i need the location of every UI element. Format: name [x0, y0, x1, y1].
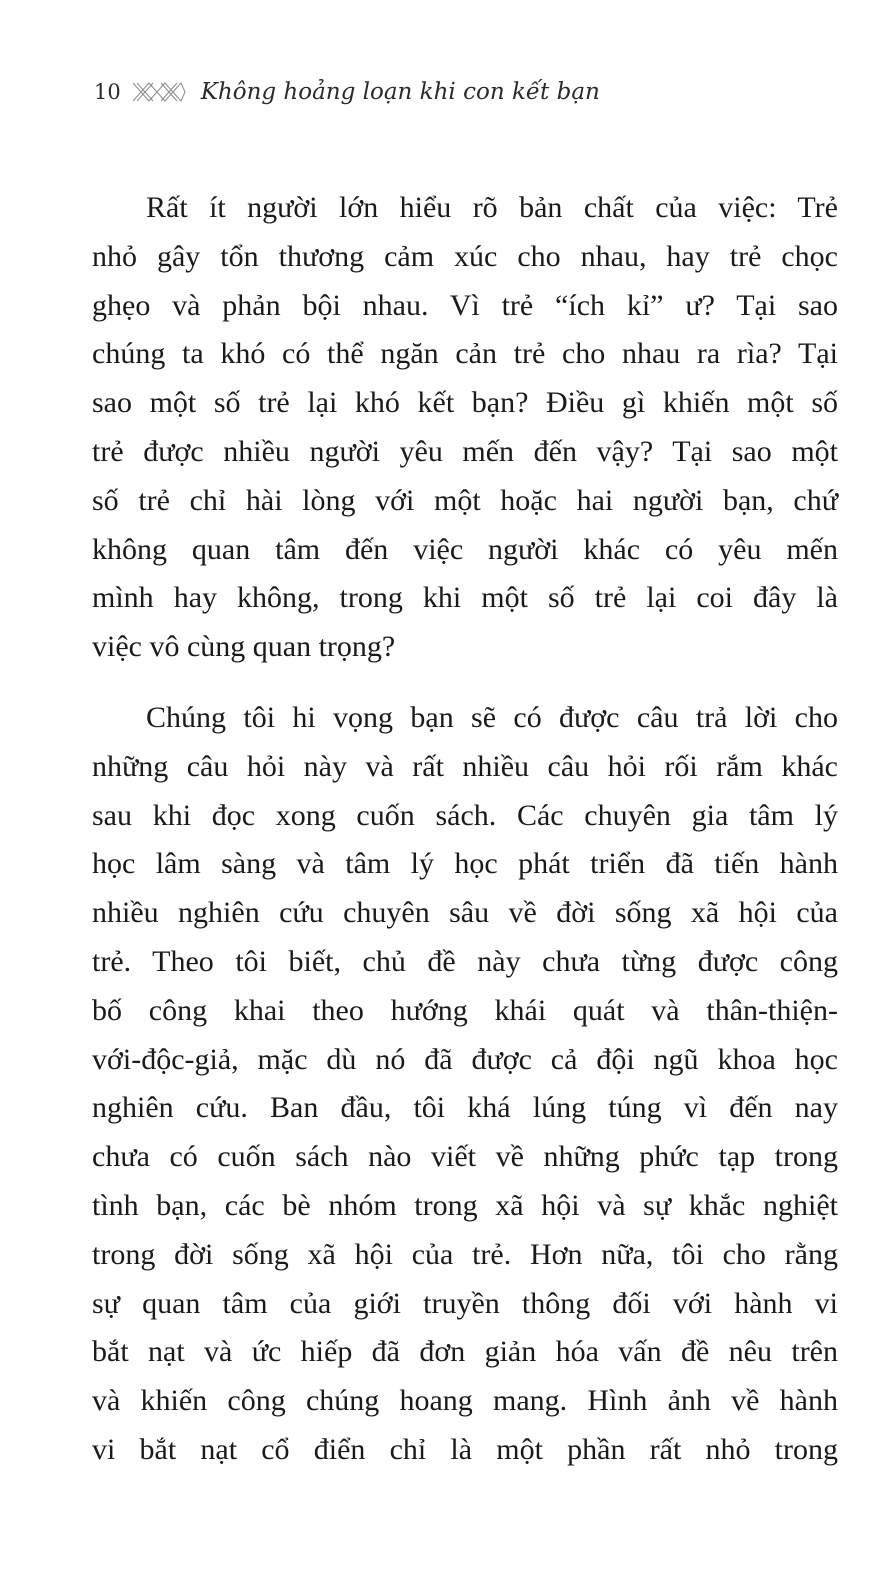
text-line: với-độc-giả, mặc dù nó đã được cả đội ngũ khoa học: [92, 1042, 838, 1076]
text-line: bắt nạt và ức hiếp đã đơn giản hóa vấn đề nêu trên: [92, 1335, 838, 1369]
text-line: số trẻ chỉ hài lòng với một hoặc hai người bạn, chứ: [92, 483, 838, 517]
text-line: sau khi đọc xong cuốn sách. Các chuyên gia tâm lý: [92, 798, 838, 832]
text-line: tình bạn, các bè nhóm trong xã hội và sự khắc nghiệt: [92, 1188, 838, 1222]
text-line: sao một số trẻ lại khó kết bạn? Điều gì khiến một số: [92, 386, 838, 420]
text-line: không quan tâm đến việc người khác có yêu mến: [92, 532, 838, 566]
lattice-ornament-icon: [129, 79, 189, 105]
text-line: trẻ. Theo tôi biết, chủ đề này chưa từng được công: [92, 944, 838, 978]
text-line: mình hay không, trong khi một số trẻ lại coi đây là: [92, 581, 838, 615]
text-line: trẻ được nhiều người yêu mến đến vậy? Tại sao một: [92, 434, 838, 468]
text-line: Chúng tôi hi vọng bạn sẽ có được câu trả lời cho: [146, 700, 838, 734]
text-line: và khiến công chúng hoang mang. Hình ảnh về hành: [92, 1384, 838, 1418]
text-line: sự quan tâm của giới truyền thông đối với hành vi: [92, 1286, 838, 1320]
text-line: bố công khai theo hướng khái quát và thân-thiện-: [92, 993, 838, 1027]
text-line: ghẹo và phản bội nhau. Vì trẻ “ích kỉ” ư? Tại sao: [92, 288, 838, 322]
text-line: học lâm sàng và tâm lý học phát triển đã tiến hành: [92, 847, 838, 881]
page-number: 10: [94, 80, 121, 104]
text-line: chúng ta khó có thể ngăn cản trẻ cho nhau ra rìa? Tại: [92, 337, 838, 371]
text-line: nhiều nghiên cứu chuyên sâu về đời sống xã hội của: [92, 896, 838, 930]
text-line: những câu hỏi này và rất nhiều câu hỏi rối rắm khác: [92, 749, 838, 783]
text-line: nhỏ gây tổn thương cảm xúc cho nhau, hay trẻ chọc: [92, 239, 838, 273]
paragraph-2: [92, 694, 838, 1475]
text-line: trong đời sống xã hội của trẻ. Hơn nữa, tôi cho rằng: [92, 1237, 838, 1271]
text-line: việc vô cùng quan trọng?: [92, 630, 396, 664]
text-line: Rất ít người lớn hiểu rõ bản chất của việc: Trẻ: [146, 191, 838, 224]
running-header: [94, 72, 600, 112]
text-line: vi bắt nạt cổ điển chỉ là một phần rất nhỏ trong: [92, 1432, 838, 1466]
book-title: Không hoảng loạn khi con kết bạn: [200, 79, 600, 105]
paragraph-1: [92, 184, 838, 672]
paragraph-spacer: [92, 672, 838, 694]
text-line: nghiên cứu. Ban đầu, tôi khá lúng túng vì đến nay: [92, 1091, 838, 1125]
text-line: chưa có cuốn sách nào viết về những phức tạp trong: [92, 1140, 838, 1174]
body-text: [92, 184, 838, 1475]
